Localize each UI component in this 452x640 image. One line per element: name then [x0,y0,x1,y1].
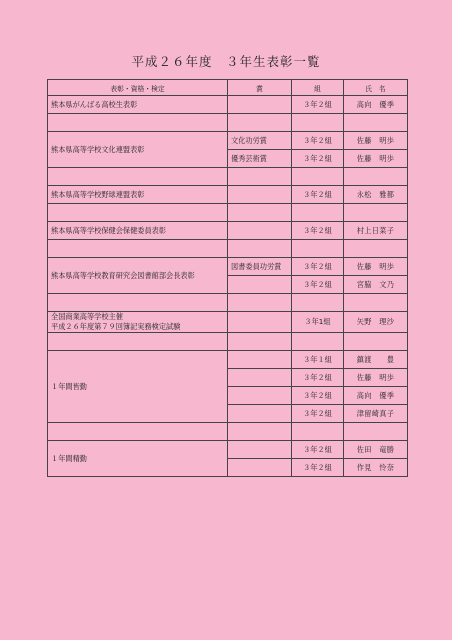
prize-cell [228,441,292,459]
award-text: 熊本県高等学校野球連盟表彰 [51,189,145,199]
group-separator [48,168,408,186]
class-cell: ３年1組 [292,312,344,333]
student-name-cell: 作見 怜奈 [344,459,408,477]
class-cell: ３年２組 [292,405,344,423]
class-cell: ３年１組 [292,351,344,369]
separator-cell [48,114,228,132]
separator-cell [344,294,408,312]
student-name-cell: 高向 優季 [344,96,408,114]
student-name-cell: 鎮渡 豊 [344,351,408,369]
separator-cell [228,168,292,186]
header-prize: 賞 [228,80,292,96]
separator-cell [48,240,228,258]
award-cell [48,441,228,477]
group-separator [48,423,408,441]
separator-cell [228,333,292,351]
group-separator [48,294,408,312]
prize-cell [228,312,292,333]
separator-cell [228,114,292,132]
separator-cell [292,333,344,351]
group-separator [48,240,408,258]
separator-cell [48,204,228,222]
prize-cell [228,351,292,369]
separator-cell [292,240,344,258]
separator-cell [344,333,408,351]
class-cell: ３年２組 [292,459,344,477]
separator-cell [48,423,228,441]
prize-cell: 文化功労賞 [228,132,292,150]
separator-cell [344,204,408,222]
class-cell: ３年２組 [292,96,344,114]
separator-cell [344,240,408,258]
student-name-cell: 佐藤 明歩 [344,258,408,276]
award-text: 熊本県高等学校文化連盟表彰 [51,144,145,154]
separator-cell [292,294,344,312]
separator-cell [228,423,292,441]
separator-cell [344,168,408,186]
separator-cell [228,294,292,312]
award-text: 平成２６年度第７９回簿記実務検定試験 [51,322,181,331]
student-name-cell: 佐田 竜勝 [344,441,408,459]
separator-cell [292,204,344,222]
student-name-cell: 津留崎真子 [344,405,408,423]
class-cell: ３年２組 [292,258,344,276]
separator-cell [292,168,344,186]
class-cell: ３年２組 [292,132,344,150]
award-text: １年間皆勤 [51,381,87,391]
class-cell: ３年２組 [292,222,344,240]
award-text: 熊本県高等学校教育研究会図書館部会長表彰 [51,270,195,280]
award-cell [48,222,228,240]
prize-cell [228,276,292,294]
award-text: 熊本県高等学校保健会保健委員表彰 [51,225,167,235]
prize-cell [228,96,292,114]
student-name-cell: 高向 優季 [344,387,408,405]
table-row [48,441,408,459]
award-cell [48,132,228,168]
separator-cell [292,114,344,132]
prize-cell: 優秀芸術賞 [228,150,292,168]
prize-cell [228,459,292,477]
class-cell: ３年２組 [292,441,344,459]
class-cell: ３年２組 [292,369,344,387]
award-text: 全国商業高等学校主催 [51,312,123,321]
award-cell [48,351,228,423]
separator-cell [228,240,292,258]
class-cell: ３年２組 [292,186,344,204]
student-name-cell: 佐藤 明歩 [344,150,408,168]
student-name-cell: 宮脇 文乃 [344,276,408,294]
table-row [48,222,408,240]
separator-cell [48,294,228,312]
student-name-cell: 佐藤 明歩 [344,132,408,150]
award-cell [48,258,228,294]
award-cell [48,186,228,204]
prize-cell [228,405,292,423]
student-name-cell: 矢野 理沙 [344,312,408,333]
table-row [48,186,408,204]
group-separator [48,114,408,132]
prize-cell [228,186,292,204]
group-separator [48,333,408,351]
award-text: １年間精勤 [51,453,87,463]
student-name-cell: 佐藤 明歩 [344,369,408,387]
table-row [48,132,408,150]
header-class: 組 [292,80,344,96]
table-row [48,258,408,276]
separator-cell [344,114,408,132]
awards-table [47,79,408,477]
student-name-cell: 永松 雅都 [344,186,408,204]
class-cell: ３年２組 [292,150,344,168]
header-award: 表彰・資格・検定 [48,80,228,96]
table-row [48,351,408,369]
table-row [48,96,408,114]
class-cell: ３年２組 [292,276,344,294]
separator-cell [228,204,292,222]
separator-cell [48,168,228,186]
prize-cell [228,387,292,405]
student-name-cell: 村上日菜子 [344,222,408,240]
award-text: 熊本県がんばる高校生表彰 [51,99,138,109]
group-separator [48,204,408,222]
award-cell [48,96,228,114]
prize-cell [228,222,292,240]
separator-cell [292,423,344,441]
prize-cell [228,369,292,387]
header-name: 氏 名 [344,80,408,96]
table-body [48,96,408,477]
table-row [48,312,408,333]
page-title: 平成２６年度 ３年生表彰一覧 [131,54,321,69]
prize-cell: 図書委員功労賞 [228,258,292,276]
separator-cell [48,333,228,351]
award-cell [48,312,228,333]
table-header-row [48,80,408,96]
separator-cell [344,423,408,441]
class-cell: ３年２組 [292,387,344,405]
